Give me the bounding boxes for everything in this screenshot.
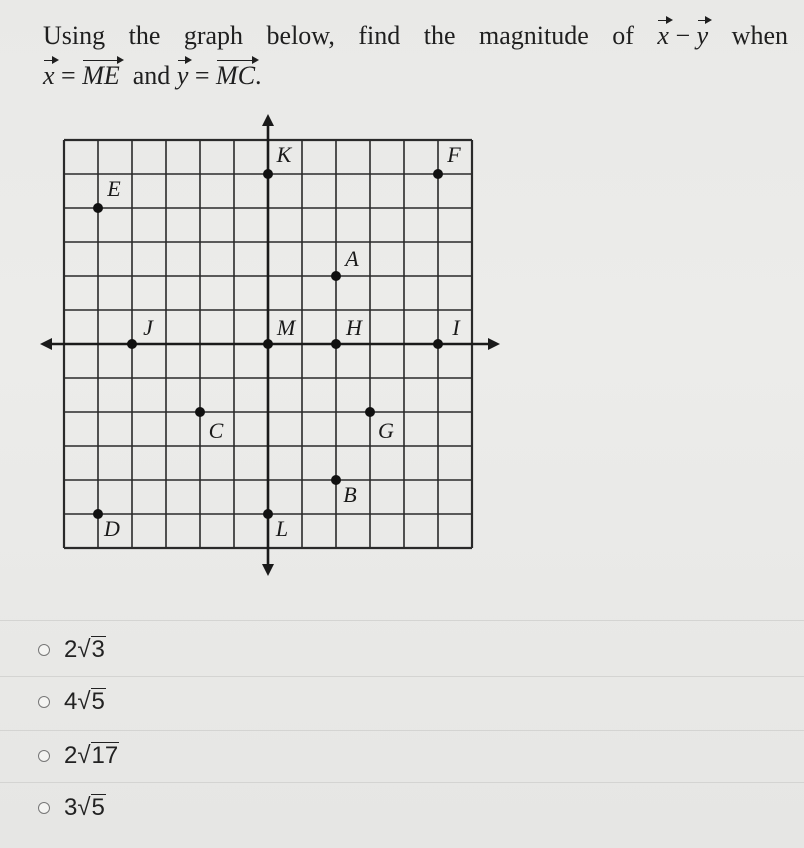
minus-sign: − [675,21,691,50]
question-word: of [612,21,634,50]
option-coef: 2 [64,636,78,663]
point-label-l: L [275,516,289,541]
equals-sign: = [194,61,210,90]
vector-y-def: y [177,56,189,96]
option-radicand: 5 [91,794,105,821]
point-label-h: H [346,315,362,340]
sqrt-expression: √ 5 [77,688,105,715]
point-label-j: J [143,315,153,340]
option-radicand: 17 [91,742,119,769]
point-a [331,271,341,281]
point-c [195,407,205,417]
divider [0,782,804,783]
period: . [255,61,262,90]
question-word: graph [183,21,244,50]
option-radicand: 3 [91,636,105,663]
point-label-g: G [378,418,394,443]
question-word: find [358,21,401,50]
point-label-d: D [104,516,120,541]
point-j [127,339,137,349]
radio-button[interactable] [38,750,50,762]
point-label-b: B [343,482,357,507]
question-word: magnitude [479,21,589,50]
answer-option-4[interactable] [38,786,106,830]
question-word: below, [266,21,335,50]
question-word-and: and [132,61,171,90]
point-label-a: A [345,246,359,271]
point-f [433,169,443,179]
x-axis-arrow-left [40,338,52,350]
y-axis-arrow-up [262,114,274,126]
option-coef: 3 [64,794,78,821]
sqrt-expression: √ 3 [77,636,105,663]
point-label-e: E [107,176,121,201]
point-e [93,203,103,213]
radio-button[interactable] [38,802,50,814]
question-word: the [128,21,161,50]
answer-option-1[interactable] [38,628,106,672]
question-word: the [423,21,456,50]
point-h [331,339,341,349]
equals-sign: = [61,61,76,90]
radio-button[interactable] [38,644,50,656]
point-label-i: I [452,315,460,340]
question-word-when: when [731,21,788,50]
x-axis-arrow-right [488,338,500,350]
point-label-k: K [276,142,292,167]
vector-me: ME [82,56,120,96]
point-k [263,169,273,179]
point-l [263,509,273,519]
point-d [93,509,103,519]
vector-x-def: x [43,56,55,96]
sqrt-expression: √ 17 [77,742,119,769]
points [93,142,461,541]
answer-option-3[interactable] [38,734,119,778]
y-axis-arrow-down [262,564,274,576]
point-g [365,407,375,417]
point-label-f: F [447,142,461,167]
question-word: Using [43,21,106,50]
divider [0,730,804,731]
vector-x: x [657,16,669,56]
option-coef: 4 [64,688,78,715]
point-i [433,339,443,349]
divider [0,620,804,621]
answer-option-2[interactable] [38,680,106,724]
vector-mc: MC [216,56,255,96]
vector-y: y [697,16,709,56]
sqrt-expression: √ 5 [77,794,105,821]
radio-button[interactable] [38,696,50,708]
point-label-c: C [208,418,224,443]
divider [0,676,804,677]
option-coef: 2 [64,742,78,769]
point-label-m: M [276,315,296,340]
point-m [263,339,273,349]
point-b [331,475,341,485]
option-radicand: 5 [91,688,105,715]
